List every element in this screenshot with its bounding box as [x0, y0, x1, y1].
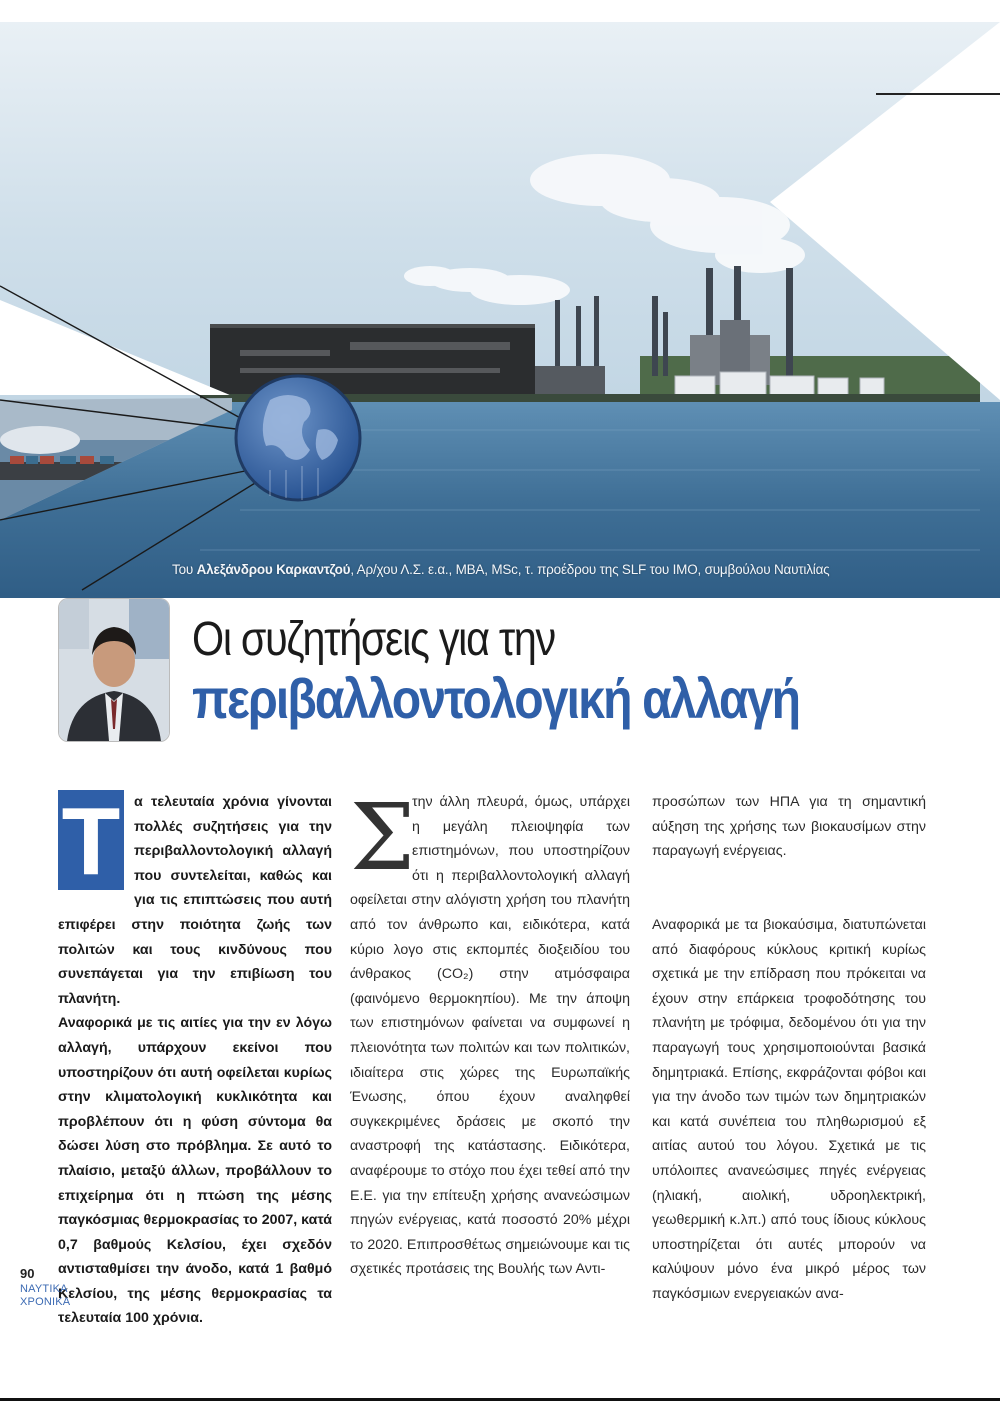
page-number: 90	[20, 1266, 35, 1281]
industrial-harbor-photo	[0, 22, 1000, 600]
drop-cap-sigma: Σ	[350, 784, 416, 891]
col1-paragraph-1: α τελευταία χρόνια γίνονται πολλές συζητήσεις για την περιβαλλοντολογική αλλαγή που συντελείται, καθώς και για τις επιπτώσεις που αυτή επιφέρει στην ποιότητα ζωής των πολιτών και τους κινδύνους που συνεπάγεται για την επιβίωση του πλανήτη.	[58, 794, 332, 1007]
column-3	[652, 790, 926, 1306]
col3-paragraph-2: Αναφορικά με τα βιοκαύσιμα, διατυπώνεται από διαφόρους κύκλους κριτική κυρίως σχετικά με την επίδραση που πρόκειται να έχουν στην επάρκεια τροφοδότησης του πλανήτη με τρόφιμα, δεδομένου ότι για την παραγωγή τους χρησιμοποιούνται βασικά δημητριακά. Επίσης, εκφράζονται φόβοι και για την άνοδο των τιμών των δημητριακών και κατά συνέπεια του πληθωρισμού εξ αιτίας αυτού του λόγου. Σχετικά με τις υπόλοιπες ανανεώσιμες πηγές ενέργειας (ηλιακή, αιολική, υδροηλεκτρική, γεωθερμική κ.λπ.) από τους ίδιους κύκλους υποστηρίζεται ότι αυτές μπορούν να καλύψουν μόνο ένα μικρό μέρος των παγκόσμιων ενεργειακών ανα-	[652, 916, 926, 1302]
byline-author: Αλεξάνδρου Καρκαντζού	[196, 562, 351, 577]
column-2	[350, 784, 630, 1282]
col2-paragraph-1: την άλλη πλευρά, όμως, υπάρχει η μεγάλη πλειοψηφία των επιστημόνων, που υποστηρίζουν ότι η περιβαλλοντολογική αλλαγή οφείλεται στην αλόγιστη χρήση του πλανήτη από τον άνθρωπο και, ειδικότερα, κατά κύριο λογο στις εκπομπές διοξειδίου του άνθρακος (CO₂) στην ατμόσφαιρα (φαινόμενο θερμοκηπίου). Με την άποψη των επιστημόνων φαίνεται να συμφωνεί η πλειονότητα των πολιτών και των πολιτικών, ιδιαίτερα στις χώρες της Ευρωπαϊκής Ένωσης, όπου έχουν αναληφθεί συγκεκριμένες δράσεις με σκοπό την αναστροφή της κατάστασης. Ειδικότερα, αναφέρουμε το στόχο που έχει τεθεί από την Ε.Ε. για την επίτευξη χρήσης ανανεώσιμων πηγών ενέργειας, κατά ποσοστό 20% μέχρι το 2020. Επιπροσθέτως σημειώνουμε και τις σχετικές προτάσεις της Βουλής των Αντι-	[350, 794, 630, 1278]
headline-line-2: περιβαλλοντολογική αλλαγή	[192, 667, 800, 730]
hero-photo-collage	[0, 0, 1000, 600]
author-portrait	[58, 598, 170, 742]
drop-cap-box	[58, 788, 124, 895]
drop-cap-letter: Τ	[61, 788, 121, 895]
magazine-name	[20, 1283, 80, 1309]
headline-line-1: Οι συζητήσεις για την	[192, 613, 555, 666]
top-right-rule	[876, 93, 1000, 95]
col1-paragraph-2: Αναφορικά με τις αιτίες για την εν λόγω αλλαγή, υπάρχουν εκείνοι που υποστηρίζουν ότι αυτή οφείλεται κυρίως στην κλιματολογική κυκλικότητα και προβλέπουν ότι η φύση σύντομα θα δώσει λύση στο πρόβλημα. Σε αυτό το πλαίσιο, μεταξύ άλλων, προβάλλουν το επιχείρημα ότι η πτώση της μέσης παγκόσμιας θερμοκρασίας το 2007, κατά 0,7 βαθμούς Κελσίου, έχει σχεδόν αντισταθμίσει την άνοδο, κατά 1 βαθμό Κελσίου, της μέσης θερμοκρασίας τα τελευταία 100 χρόνια.	[58, 1015, 332, 1327]
article-byline	[172, 562, 830, 577]
globe-icon	[236, 376, 360, 500]
magazine-name-line-1: ΝΑΥΤΙΚΑ	[20, 1283, 68, 1295]
magazine-name-line-2: ΧΡΟΝΙΚΑ	[20, 1296, 71, 1308]
bottom-rule	[0, 1398, 1000, 1401]
column-1	[58, 790, 332, 1331]
byline-prefix: Του	[172, 562, 194, 577]
byline-credentials: , Αρ/χου Λ.Σ. ε.α., ΜΒΑ, MSc, τ. προέδρου της SLF του IMO, συμβούλου Ναυτιλίας	[350, 562, 830, 577]
col3-paragraph-1: προσώπων των ΗΠΑ για τη σημαντική αύξηση της χρήσης των βιοκαυσίμων στην παραγωγή ενέργειας.	[652, 794, 926, 860]
